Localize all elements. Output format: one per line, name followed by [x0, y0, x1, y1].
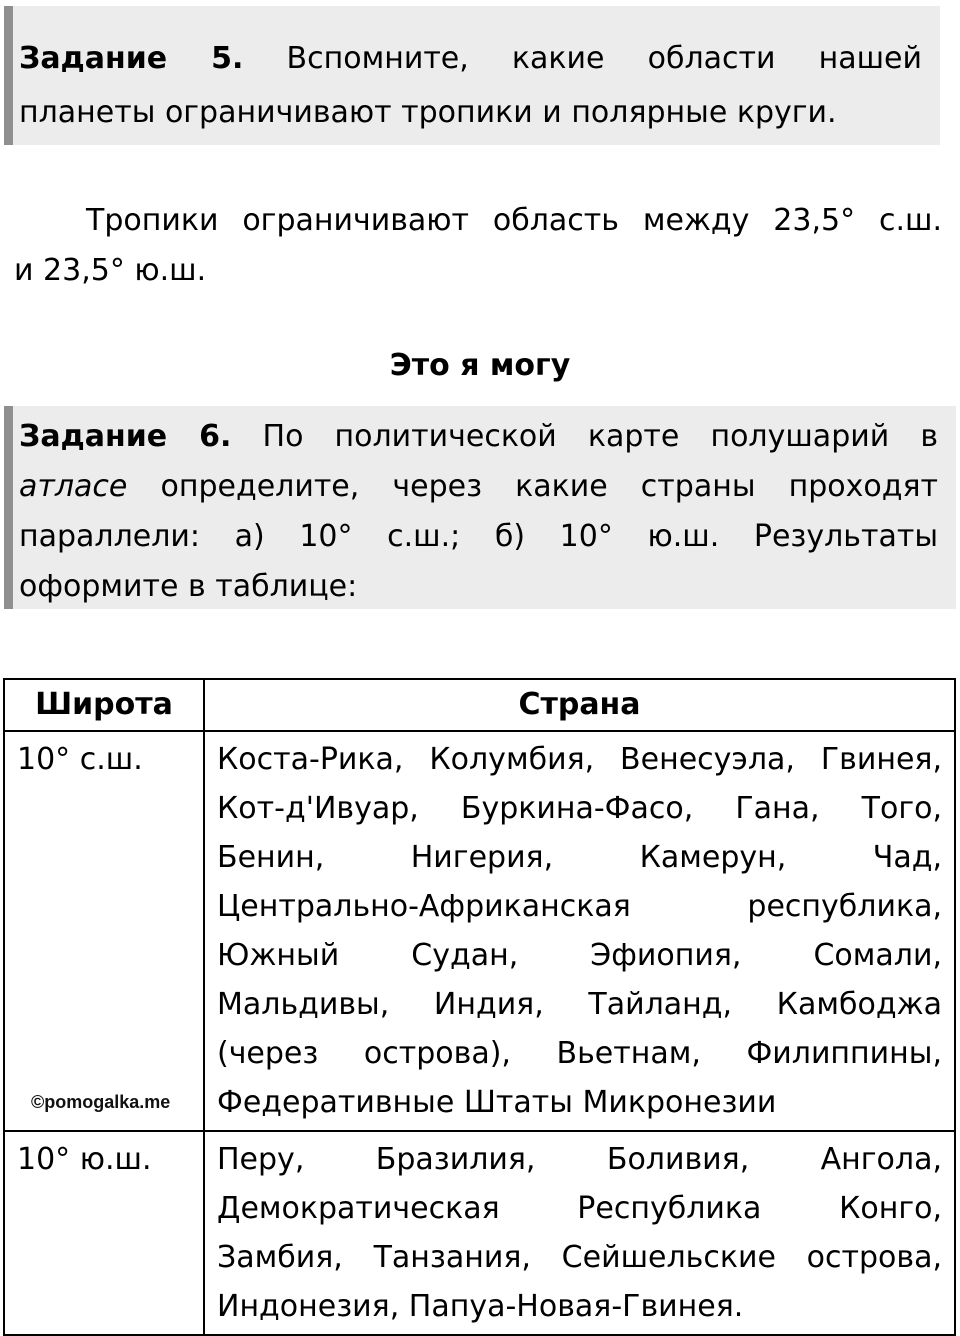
header-latitude: Широта — [4, 679, 204, 731]
answer-line-2: и 23,5° ю.ш. — [14, 253, 207, 288]
table-header-row — [4, 679, 955, 731]
countries-cell — [204, 1131, 955, 1335]
task-5-label: Задание 5. — [19, 41, 244, 76]
country-line: Перу, Бразилия, Боливия, Ангола, — [217, 1142, 942, 1177]
country-line: Южный Судан, Эфиопия, Сомали, — [217, 938, 942, 973]
task-5-answer — [14, 196, 942, 296]
country-line: Мальдивы, Индия, Тайланд, Камбоджа — [217, 987, 942, 1022]
country-line: Центрально-Африканская республика, — [217, 889, 942, 924]
task-5-line-1 — [19, 32, 922, 86]
task-5-text-2: планеты ограничивают тропики и полярные круги. — [19, 95, 837, 130]
task-6-box — [4, 406, 956, 609]
latitude-value: 10° ю.ш. — [17, 1142, 152, 1177]
task-6-label: Задание 6. — [19, 419, 232, 454]
task-5-text-1: Вспомните, какие области нашей — [286, 41, 922, 76]
task-5-box — [4, 6, 940, 145]
country-line: Коста-Рика, Колумбия, Венесуэла, Гвинея, — [217, 742, 942, 777]
country-line: Индонезия, Папуа-Новая-Гвинея. — [217, 1289, 744, 1324]
latitude-cell — [4, 731, 204, 1131]
country-line: Демократическая Республика Конго, — [217, 1191, 942, 1226]
latitude-cell — [4, 1131, 204, 1335]
task-6-text-3: параллели: а) 10° с.ш.; б) 10° ю.ш. Результаты — [19, 519, 938, 554]
countries-cell — [204, 731, 955, 1131]
country-line: Кот-д'Ивуар, Буркина-Фасо, Гана, Того, — [217, 791, 942, 826]
latitude-value: 10° с.ш. — [17, 742, 143, 777]
country-line: Бенин, Нигерия, Камерун, Чад, — [217, 840, 942, 875]
task-6-text-2: определите, через какие страны проходят — [160, 469, 938, 504]
country-line: Замбия, Танзания, Сейшельские острова, — [217, 1240, 942, 1275]
task-6-text-4: оформите в таблице: — [19, 569, 358, 604]
table-row — [4, 731, 955, 1131]
task-6-line-2 — [19, 462, 938, 512]
task-6-italic-word: атласе — [19, 469, 128, 504]
task-6-text-1: По политической карте полушарий в — [262, 419, 939, 454]
task-6-line-1 — [19, 412, 938, 462]
header-country: Страна — [204, 679, 955, 731]
country-line: Федеративные Штаты Микронезии — [217, 1085, 777, 1120]
answer-line-1: Тропики ограничивают область между 23,5° с.ш. — [86, 203, 942, 238]
watermark: ©pomogalka.me — [31, 1092, 171, 1112]
results-table — [3, 678, 956, 1336]
table-row — [4, 1131, 955, 1335]
country-line: (через острова), Вьетнам, Филиппины, — [217, 1036, 942, 1071]
section-heading: Это я могу — [389, 348, 571, 383]
